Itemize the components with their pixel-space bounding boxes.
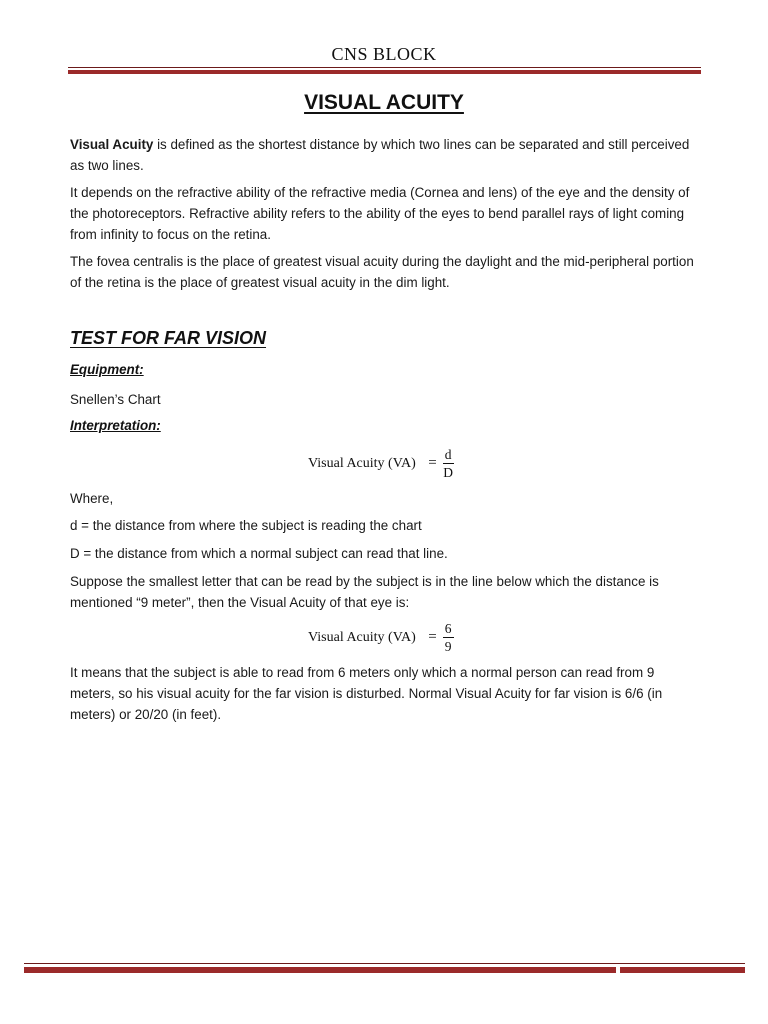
definition-D: D = the distance from which a normal subject can read that line. [70,546,448,561]
equipment-value: Snellen’s Chart [70,392,161,407]
header-rule-thick [68,70,701,74]
formula2-fraction [443,620,454,655]
footer-rule-thin [24,963,745,964]
header-title: CNS BLOCK [331,44,437,64]
fovea-paragraph: The fovea centralis is the place of greatest visual acuity during the daylight and the mid-peripheral portion of the retina is the place of greatest visual acuity in the dim light. [70,254,694,290]
where-label: Where, [70,491,114,506]
intro-definition: is defined as the shortest distance by which two lines can be separated and still perceived as two lines. [70,137,690,173]
formula2-denominator: 9 [444,639,452,654]
formula2-lhs: Visual Acuity (VA) [308,629,420,645]
footer-rule-main [24,967,616,973]
definition-d: d = the distance from where the subject is reading the chart [70,518,422,533]
section-heading: TEST FOR FAR VISION [70,328,267,348]
equipment-label: Equipment: [70,362,144,377]
formula1-numerator: d [444,447,452,462]
interpretation-label: Interpretation: [70,418,161,433]
formula2-numerator: 6 [444,621,452,636]
header-rule-thin [68,67,701,68]
formula-va-6-over-9 [308,620,454,655]
formula1-fraction [443,446,454,481]
formula1-denominator: D [443,465,454,480]
formula-va-d-over-D [308,446,454,481]
suppose-paragraph: Suppose the smallest letter that can be read by the subject is in the line below which the distance is mentioned “9 meter”, then the Visual Acuity of that eye is: [70,574,659,610]
formula1-equals: = [428,455,437,471]
intro-paragraph [70,134,702,176]
formula2-equals: = [428,629,437,645]
footer-rule-end [620,967,745,973]
refraction-paragraph: It depends on the refractive ability of the refractive media (Cornea and lens) of the eye and the density of the photoreceptors. Refractive ability refers to the ability of the eyes to bend parallel rays of light coming from infinity to focus on the retina. [70,185,690,242]
intro-term: Visual Acuity [70,137,154,152]
page-title: VISUAL ACUITY [304,91,464,114]
meaning-paragraph: It means that the subject is able to read from 6 meters only which a normal person can read from 9 meters, so his visual acuity for the far vision is disturbed. Normal Visual Acuity for far vision is 6/6 (in meters) or 20/20 (in feet). [70,665,663,722]
formula1-lhs: Visual Acuity (VA) [308,455,420,471]
